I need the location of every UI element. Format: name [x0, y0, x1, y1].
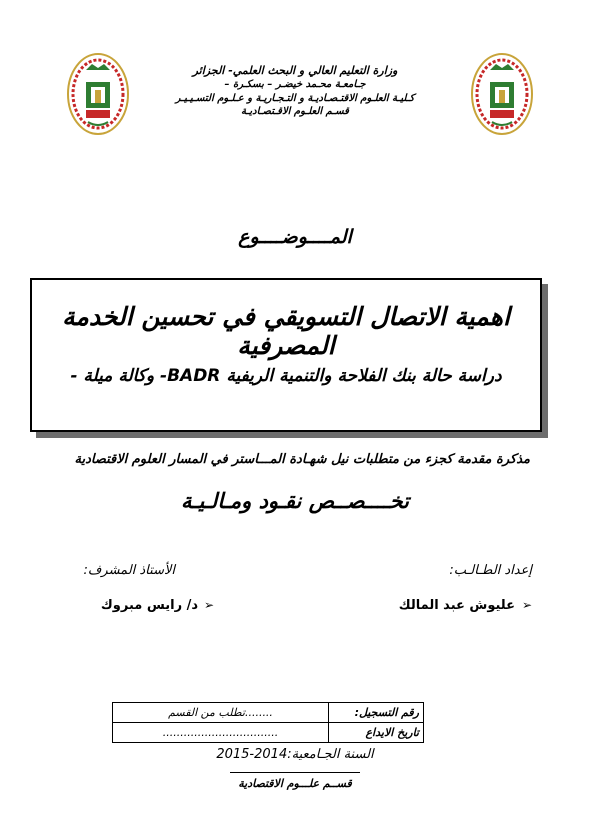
- supervisor-name: د/ رايس مبروك: [100, 598, 198, 613]
- student-name: عليوش عبد المالك: [398, 598, 515, 613]
- supervisor-label: الأستاذ المشرف:: [83, 563, 175, 578]
- title-box: [30, 278, 542, 432]
- registration-number-key: رقم التسجيل:: [329, 703, 424, 723]
- registration-number-value: ........تطلب من القسم: [113, 703, 329, 723]
- academic-year: السنة الجـامعية:2014-2015: [216, 747, 374, 762]
- memo-description: مذكرة مقدمة كجزء من متطلبات نيل شهـادة المـــاستر في المسار العلوم الاقتصادية: [74, 452, 530, 467]
- thesis-subtitle: دراسة حالة بنك الفلاحة والتنمية الريفية BADR- وكالة ميلة -: [70, 366, 502, 386]
- university-logo-right: [470, 52, 534, 136]
- table-row: [113, 703, 424, 723]
- student-arrow-icon: ➢: [522, 598, 533, 612]
- deposit-date-value: .................................: [113, 723, 329, 743]
- faculty-line: كـليـة العلـوم الاقتـصـاديـة و التـجـاريـة و عـلـوم التسـيـيـر: [175, 93, 415, 104]
- department-line: قسـم العلـوم الاقـتصـاديـة: [241, 106, 349, 117]
- university-logo-left: [66, 52, 130, 136]
- university-line: جـامعـة محـمد خيضـر – بسكـرة –: [224, 79, 366, 90]
- student-label: إعداد الطـالـب:: [449, 563, 532, 578]
- ministry-line: وزارة التعليم العالي و البحث العلمي- الجزائر: [192, 64, 398, 77]
- specialty-title: تخــــصــص نقـود ومـالـيـة: [181, 489, 409, 513]
- divider: [230, 772, 360, 773]
- supervisor-arrow-icon: ➢: [204, 598, 215, 612]
- footer-department: قســم علـــوم الاقتصادية: [238, 777, 352, 790]
- thesis-title: اهمية الاتصال التسويقي في تحسين الخدمة المصرفية: [62, 302, 510, 360]
- table-row: [113, 723, 424, 743]
- registration-table: [112, 702, 424, 743]
- subject-heading: المــــوضــــوع: [238, 226, 352, 248]
- deposit-date-key: تاريخ الايداع: [329, 723, 424, 743]
